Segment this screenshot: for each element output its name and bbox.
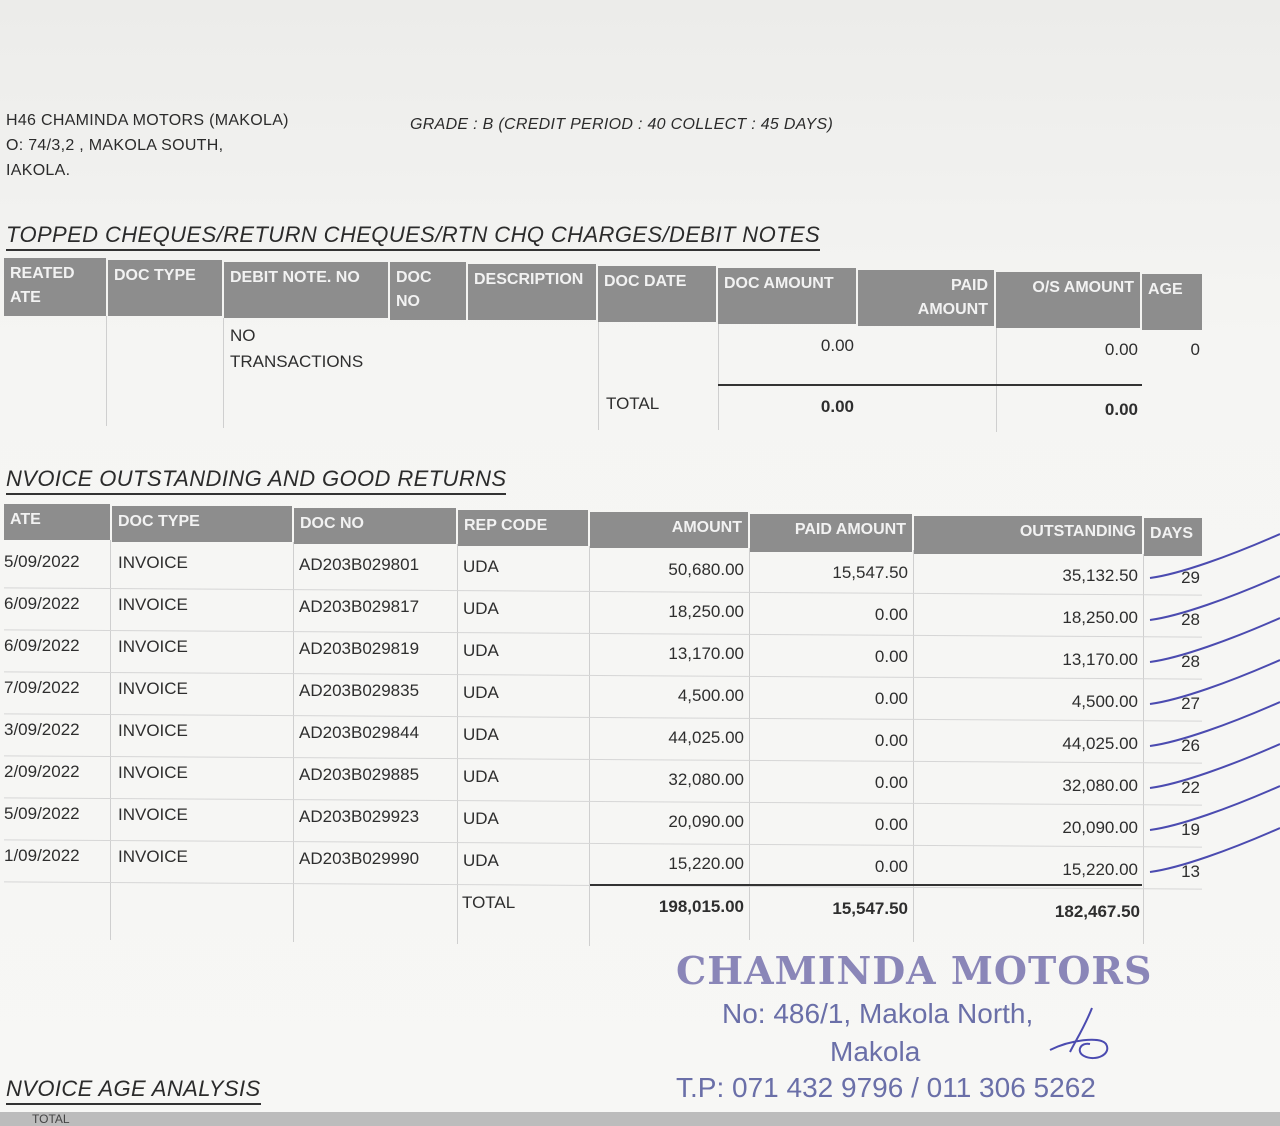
age-value: 0 [1190, 340, 1200, 359]
row-doc-type: INVOICE [118, 763, 188, 782]
row-doc-no: AD203B029844 [299, 723, 420, 742]
row-doc-type: INVOICE [118, 637, 188, 656]
ink-tick [1150, 786, 1280, 830]
row-outstanding: 15,220.00 [1062, 860, 1138, 879]
row-rep-code: UDA [463, 683, 499, 702]
row-doc-type: INVOICE [118, 721, 188, 740]
row-amount: 4,500.00 [677, 686, 744, 705]
signature-mark [1040, 1000, 1120, 1070]
section1-total-doc-amount: 0.00 [820, 397, 854, 416]
row-rep-code: UDA [463, 725, 499, 744]
section-age-analysis-title: NVOICE AGE ANALYSIS [6, 1076, 261, 1105]
row-date: 3/09/2022 [4, 720, 80, 739]
col-created-label: REATED [10, 265, 75, 282]
row-paid-amount: 0.00 [874, 857, 908, 876]
ink-tick [1150, 828, 1280, 872]
col-days: DAYS [1144, 518, 1202, 556]
credit-grade: GRADE : B (CREDIT PERIOD : 40 COLLECT : 45 DAYS) [410, 116, 834, 133]
row-rep-code: UDA [463, 641, 499, 660]
row-paid-amount: 0.00 [874, 773, 908, 792]
row-paid-amount: 15,547.50 [832, 563, 908, 582]
no-transactions-line2: TRANSACTIONS [230, 352, 364, 371]
row-rep-code: UDA [463, 557, 499, 576]
row-outstanding: 20,090.00 [1062, 818, 1138, 837]
row-paid-amount: 0.00 [874, 605, 908, 624]
age-analysis-header-bar [0, 1112, 1280, 1126]
customer-name: H46 CHAMINDA MOTORS (MAKOLA) [6, 112, 289, 129]
ink-tick [1150, 534, 1280, 578]
stamp-city: Makola [830, 1036, 921, 1067]
row-doc-type: INVOICE [118, 847, 188, 866]
col-doc-date: DOC DATE [598, 266, 716, 322]
stamp-address: No: 486/1, Makola North, [722, 998, 1034, 1029]
row-doc-type: INVOICE [118, 805, 188, 824]
ink-tick [1150, 702, 1280, 746]
col-invoice-paid-amount: PAID AMOUNT [750, 514, 912, 552]
row-rep-code: UDA [463, 809, 499, 828]
row-doc-no: AD203B029817 [299, 597, 420, 616]
row-paid-amount: 0.00 [874, 815, 908, 834]
row-amount: 18,250.00 [668, 602, 744, 621]
col-debit-note-no: DEBIT NOTE. NO [224, 262, 388, 318]
row-days: 28 [1181, 610, 1200, 629]
row-amount: 15,220.00 [668, 854, 744, 873]
row-outstanding: 44,025.00 [1062, 734, 1138, 753]
grid-line [110, 540, 111, 940]
stamp-phone: T.P: 071 432 9796 / 011 306 5262 [676, 1072, 1096, 1103]
row-date: 5/09/2022 [4, 552, 80, 571]
row-amount: 13,170.00 [668, 644, 744, 663]
row-days: 29 [1181, 568, 1200, 587]
row-outstanding: 35,132.50 [1062, 566, 1138, 585]
col-date: ATE [4, 504, 110, 540]
row-paid-amount: 0.00 [874, 647, 908, 666]
row-outstanding: 4,500.00 [1071, 692, 1138, 711]
ink-tick [1150, 576, 1280, 620]
col-doc-no [390, 262, 466, 320]
col-outstanding: OUTSTANDING [914, 516, 1142, 554]
col-doc-type: DOC TYPE [108, 260, 222, 316]
grid-line [293, 542, 294, 942]
row-rep-code: UDA [463, 767, 499, 786]
row-date: 6/09/2022 [4, 636, 80, 655]
col-amount: AMOUNT [590, 512, 748, 548]
total-rule [718, 384, 1142, 386]
row-doc-no: AD203B029990 [299, 849, 420, 868]
age-analysis-total-label: TOTAL [32, 1112, 70, 1126]
row-days: 27 [1181, 694, 1200, 713]
section-debit-notes-title: TOPPED CHEQUES/RETURN CHEQUES/RTN CHQ CHARGES/DEBIT NOTES [6, 222, 820, 251]
row-doc-no: AD203B029885 [299, 765, 420, 784]
col-created-label2: ATE [10, 289, 41, 306]
row-doc-no: AD203B029801 [299, 555, 420, 574]
row-days: 13 [1181, 862, 1200, 881]
col-os-amount: O/S AMOUNT [996, 272, 1140, 328]
ink-tick [1150, 660, 1280, 704]
col-created-date [4, 258, 106, 316]
ink-tick-marks [1140, 530, 1280, 890]
row-doc-no: AD203B029819 [299, 639, 420, 658]
col-description: DESCRIPTION [468, 264, 596, 320]
section-invoice-outstanding-title: NVOICE OUTSTANDING AND GOOD RETURNS [6, 466, 506, 495]
row-date: 5/09/2022 [4, 804, 80, 823]
grid-line [223, 318, 224, 428]
invoice-total-paid: 15,547.50 [832, 899, 908, 918]
col-invoice-doc-no: DOC NO [294, 508, 456, 544]
col-no-label: NO [396, 293, 420, 310]
row-doc-no: AD203B029835 [299, 681, 420, 700]
row-date: 2/09/2022 [4, 762, 80, 781]
col-doc-label: DOC [396, 269, 432, 286]
section1-total-os-amount: 0.00 [1104, 400, 1138, 419]
row-rep-code: UDA [463, 851, 499, 870]
section1-total-label: TOTAL [606, 394, 660, 413]
grid-line [749, 548, 750, 940]
row-amount: 50,680.00 [668, 560, 744, 579]
row-days: 28 [1181, 652, 1200, 671]
ink-tick [1150, 744, 1280, 788]
col-paid-amount [858, 270, 994, 326]
col-paid-label: PAID [950, 277, 988, 294]
row-date: 1/09/2022 [4, 846, 80, 865]
row-days: 26 [1181, 736, 1200, 755]
row-outstanding: 13,170.00 [1062, 650, 1138, 669]
invoice-total-outstanding: 182,467.50 [1054, 902, 1140, 921]
row-doc-type: INVOICE [118, 679, 188, 698]
row-outstanding: 18,250.00 [1062, 608, 1138, 627]
row-doc-no: AD203B029923 [299, 807, 420, 826]
col-age: AGE [1142, 274, 1202, 330]
row-days: 22 [1181, 778, 1200, 797]
row-amount: 44,025.00 [668, 728, 744, 747]
grid-line [598, 322, 599, 430]
grid-line [718, 324, 719, 430]
col-invoice-doc-type: DOC TYPE [112, 506, 292, 542]
invoice-total-rule [590, 884, 1142, 886]
customer-address: O: 74/3,2 , MAKOLA SOUTH, [6, 137, 224, 154]
row-date: 7/09/2022 [4, 678, 80, 697]
row-amount: 20,090.00 [668, 812, 744, 831]
row-paid-amount: 0.00 [874, 731, 908, 750]
row-paid-amount: 0.00 [874, 689, 908, 708]
row-outstanding: 32,080.00 [1062, 776, 1138, 795]
invoice-total-amount: 198,015.00 [658, 897, 744, 916]
invoice-total-label: TOTAL [462, 893, 516, 912]
col-doc-amount: DOC AMOUNT [718, 268, 856, 324]
ink-tick [1150, 618, 1280, 662]
grid-line [996, 328, 997, 432]
os-amount-value: 0.00 [1104, 340, 1138, 359]
grid-line [589, 546, 590, 946]
row-amount: 32,080.00 [668, 770, 744, 789]
row-doc-type: INVOICE [118, 553, 188, 572]
row-rep-code: UDA [463, 599, 499, 618]
row-date: 6/09/2022 [4, 594, 80, 613]
doc-amount-value: 0.00 [820, 336, 854, 355]
customer-city: IAKOLA. [6, 162, 71, 179]
no-transactions-line1: NO [230, 326, 256, 345]
col-rep-code: REP CODE [458, 510, 588, 546]
row-doc-type: INVOICE [118, 595, 188, 614]
col-amount-label: AMOUNT [917, 301, 988, 318]
stamp-company-name: CHAMINDA MOTORS [676, 948, 1153, 993]
grid-line [106, 316, 107, 426]
row-days: 19 [1181, 820, 1200, 839]
